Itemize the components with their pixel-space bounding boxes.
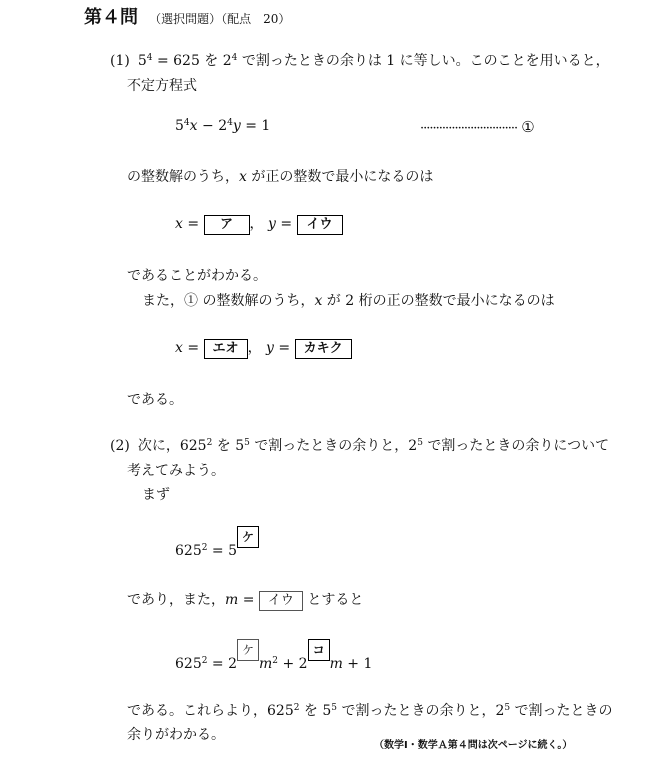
part1-number: (1) [110,53,130,69]
part2-line4: であり，また，m = イウ とすると [127,589,363,611]
part2-line3: まず [142,487,170,503]
answer-box-ke-ref: ケ [237,639,259,661]
part2-line5: である。これらより，$625^2$ を $5^5$ で割ったときの余りと，$2^5$ で割ったときの [127,703,613,719]
answer-box-eo[interactable]: エオ [204,339,248,359]
part2-number: (2) [110,438,130,454]
part2-line6: 余りがわかる。 [127,727,225,743]
answer-row-2: x = エオ ， y = カキク [175,337,352,359]
part1-line4: であることがわかる。 [127,268,267,284]
answer-box-iu[interactable]: イウ [297,215,343,235]
answer-box-kakiku[interactable]: カキク [295,339,352,359]
equation-1: $5^4x - 2^4y = 1$ [175,118,271,134]
part2-line2: 考えてみよう。 [127,463,225,479]
question-subtitle: （選択問題）（配点 20） [149,12,291,26]
part1-line2: 不定方程式 [127,78,197,94]
part1-line5: また，① の整数解のうち，x が 2 桁の正の整数で最小になるのは [142,293,555,309]
equation-3: $625^2 = 2$ケ$m^2 + 2$コm + 1 [175,639,372,661]
footer-note: （数学Ⅰ・数学Ａ第４問は次ページに続く。） [374,740,573,751]
part1-line1: (1) $5^4 = 625$ を $2^4$ で割ったときの余りは 1 に等しい。このことを用いると， [110,53,610,69]
question-title: 第４問 [84,7,138,28]
answer-box-ko[interactable]: コ [308,639,330,661]
part1-line3: の整数解のうち，x が正の整数で最小になるのは [127,169,434,185]
question-header [84,3,290,29]
answer-box-a[interactable]: ア [204,215,250,235]
answer-box-ke[interactable]: ケ [237,526,259,548]
equation-1-reference: ······························· ① [420,118,535,136]
part1-line6: である。 [127,392,183,408]
equation-2: $625^2 = 5$ケ [175,526,259,548]
answer-box-iu-ref: イウ [259,591,303,611]
part2-line1: (2) 次に，$625^2$ を $5^5$ で割ったときの余りと，$2^5$ で割ったときの余りについて [110,438,610,454]
answer-row-1: x = ア ， y = イウ [175,213,343,235]
